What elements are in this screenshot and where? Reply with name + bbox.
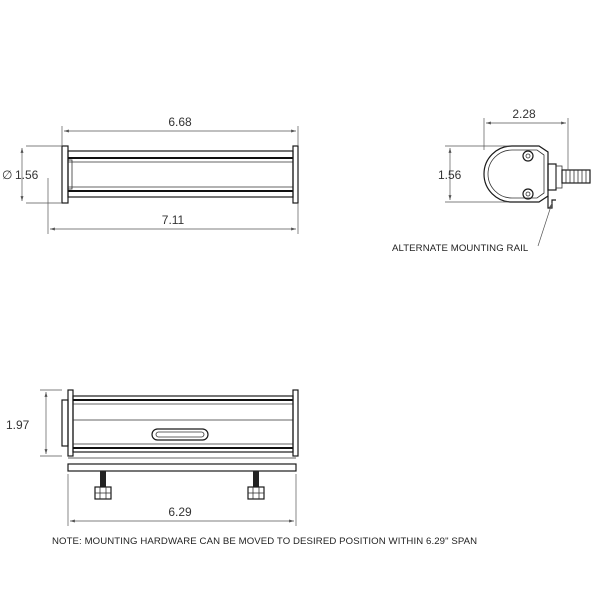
end-view-threaded-stud	[562, 170, 590, 183]
dim-label-1-97: 1.97	[6, 418, 30, 432]
diameter-symbol: ∅	[2, 168, 13, 182]
end-view-side-rail	[548, 164, 556, 190]
side-view-left-cap	[68, 390, 73, 456]
dim-label-1-56: 1.56	[438, 168, 462, 182]
top-view-right-cap	[293, 146, 298, 203]
top-view-left-cap	[62, 146, 68, 203]
side-view-slot	[152, 429, 208, 440]
side-view-right-cap	[293, 390, 298, 456]
top-view	[2, 115, 298, 234]
dim-label-6-68: 6.68	[168, 115, 192, 129]
side-view-bolt-left	[95, 471, 111, 499]
end-view	[392, 107, 590, 254]
end-view-bolt-bottom	[523, 189, 533, 199]
end-view-alternate-rail	[548, 196, 556, 208]
dim-label-dia-1-56: 1.56	[15, 168, 39, 182]
side-view-bolt-right	[248, 471, 264, 499]
end-view-housing	[484, 146, 548, 202]
side-view	[6, 390, 298, 526]
side-view-mounting-rail	[68, 464, 296, 471]
rail-callout-leader	[538, 203, 552, 246]
mounting-note: NOTE: MOUNTING HARDWARE CAN BE MOVED TO DESIRED POSITION WITHIN 6.29" SPAN	[52, 536, 478, 547]
dim-label-6-29: 6.29	[168, 505, 192, 519]
side-view-left-block	[62, 400, 68, 446]
rail-callout-label: ALTERNATE MOUNTING RAIL	[392, 243, 529, 254]
dim-label-2-28: 2.28	[512, 107, 536, 121]
dim-label-7-11: 7.11	[161, 213, 185, 227]
end-view-bolt-top	[523, 151, 533, 161]
